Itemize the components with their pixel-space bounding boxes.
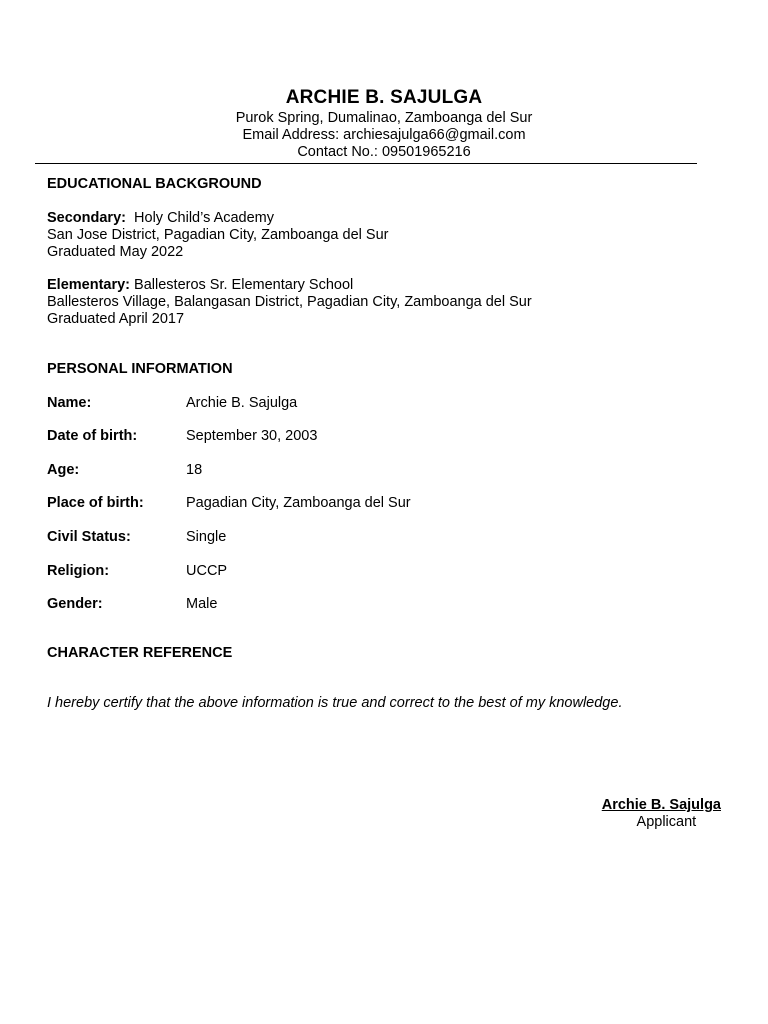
info-label: Place of birth:	[47, 495, 144, 512]
info-value: UCCP	[186, 562, 228, 579]
secondary-address: San Jose District, Pagadian City, Zamboanga del Sur	[47, 227, 389, 243]
secondary-education	[47, 210, 737, 261]
email-line: Email Address: archiesajulga66@gmail.com	[242, 127, 526, 143]
info-value: Male	[186, 596, 218, 613]
applicant-name-title: ARCHIE B. SAJULGA	[285, 87, 483, 108]
signature-role: Applicant	[636, 814, 697, 830]
info-label: Name:	[47, 394, 92, 411]
elementary-school: Ballesteros Sr. Elementary School	[134, 277, 354, 293]
info-row-civil-status	[47, 529, 737, 546]
certification-statement: I hereby certify that the above information is true and correct to the best of my knowledge.	[47, 695, 623, 712]
contact-line: Contact No.: 09501965216	[297, 144, 471, 160]
personal-info-heading: PERSONAL INFORMATION	[47, 361, 233, 377]
info-row-gender	[47, 596, 737, 613]
info-row-date-of-birth	[47, 428, 737, 445]
header-divider	[35, 163, 697, 164]
secondary-graduated: Graduated May 2022	[47, 244, 184, 260]
signature-block	[602, 797, 721, 831]
character-reference-heading: CHARACTER REFERENCE	[47, 645, 233, 662]
elementary-address: Ballesteros Village, Balangasan District, Pagadian City, Zamboanga del Sur	[47, 294, 532, 310]
info-value: Archie B. Sajulga	[186, 394, 298, 411]
info-row-religion	[47, 563, 737, 580]
info-label: Age:	[47, 461, 80, 478]
info-row-name	[47, 395, 737, 412]
elementary-label: Elementary:	[47, 277, 131, 293]
info-label: Gender:	[47, 596, 103, 613]
info-row-age	[47, 462, 737, 479]
address-line: Purok Spring, Dumalinao, Zamboanga del Sur	[235, 110, 533, 126]
info-label: Religion:	[47, 562, 110, 579]
resume-header	[0, 86, 768, 161]
personal-info-list	[47, 395, 737, 614]
secondary-school: Holy Child’s Academy	[134, 210, 275, 226]
elementary-graduated: Graduated April 2017	[47, 311, 185, 327]
secondary-label: Secondary:	[47, 210, 126, 226]
info-value: 18	[186, 461, 203, 478]
info-row-place-of-birth	[47, 495, 737, 512]
info-value: Single	[186, 528, 227, 545]
info-value: Pagadian City, Zamboanga del Sur	[186, 495, 411, 512]
info-label: Civil Status:	[47, 528, 131, 545]
info-value: September 30, 2003	[186, 428, 318, 445]
resume-content	[47, 176, 737, 712]
signature-name: Archie B. Sajulga	[601, 797, 721, 813]
education-heading: EDUCATIONAL BACKGROUND	[47, 176, 262, 192]
info-label: Date of birth:	[47, 428, 138, 445]
elementary-education	[47, 277, 737, 328]
